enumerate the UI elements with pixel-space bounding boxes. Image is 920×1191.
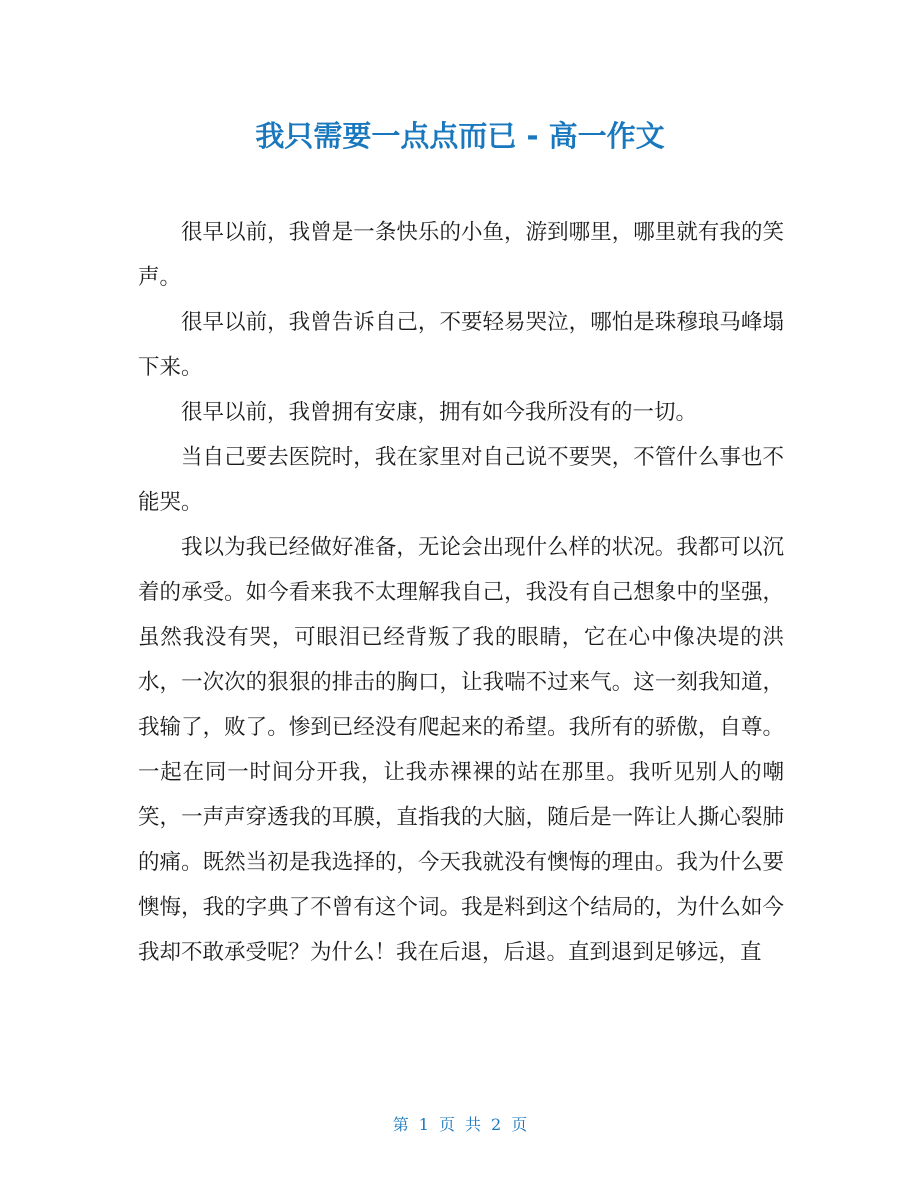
paragraph: 很早以前，我曾拥有安康，拥有如今我所没有的一切。 — [181, 400, 698, 425]
footer-suffix: 页 — [511, 1115, 528, 1134]
paragraph: 我以为我已经做好准备，无论会出现什么样的状况。我都可以沉着的承受。如今看来我不太理解我自己，我没有自己想象中的坚强，虽然我没有哭，可眼泪已经背叛了我的眼睛，它在心中像决堤的洪水，一次次的狠狠的排击的胸口，让我喘不过来气。这一刻我知道，我输了，败了。惨到已经没有爬起来的希望。我所有的骄傲，自尊。一起在同一时间分开我，让我赤裸裸的站在那里。我听见别人的嘲笑，一声声穿透我的耳膜，直指我的大脑，随后是一阵让人撕心裂肺的痛。既然当初是我选择的，今天我就没有懊悔的理由。我为什么要懊悔，我的字典了不曾有这个词。我是料到这个结局的，为什么如今我却不敢承受呢？为什么！我在后退，后退。直到退到足够远，直 — [138, 535, 784, 965]
page-number-footer — [0, 1113, 920, 1137]
paragraph: 很早以前，我曾是一条快乐的小鱼，游到哪里，哪里就有我的笑声。 — [138, 220, 784, 290]
paragraph: 当自己要去医院时，我在家里对自己说不要哭，不管什么事也不能哭。 — [138, 445, 784, 515]
paragraph: 很早以前，我曾告诉自己，不要轻易哭泣，哪怕是珠穆琅马峰塌下来。 — [138, 310, 784, 380]
page-title: 我只需要一点点而已 - 高一作文 — [255, 119, 665, 153]
footer-current-page: 1 — [418, 1115, 429, 1134]
document-body — [138, 210, 784, 975]
footer-prefix: 第 — [392, 1115, 409, 1134]
footer-total-pages: 2 — [491, 1115, 502, 1134]
footer-page-word: 页 — [438, 1115, 455, 1134]
footer-total-prefix: 共 — [465, 1115, 482, 1134]
